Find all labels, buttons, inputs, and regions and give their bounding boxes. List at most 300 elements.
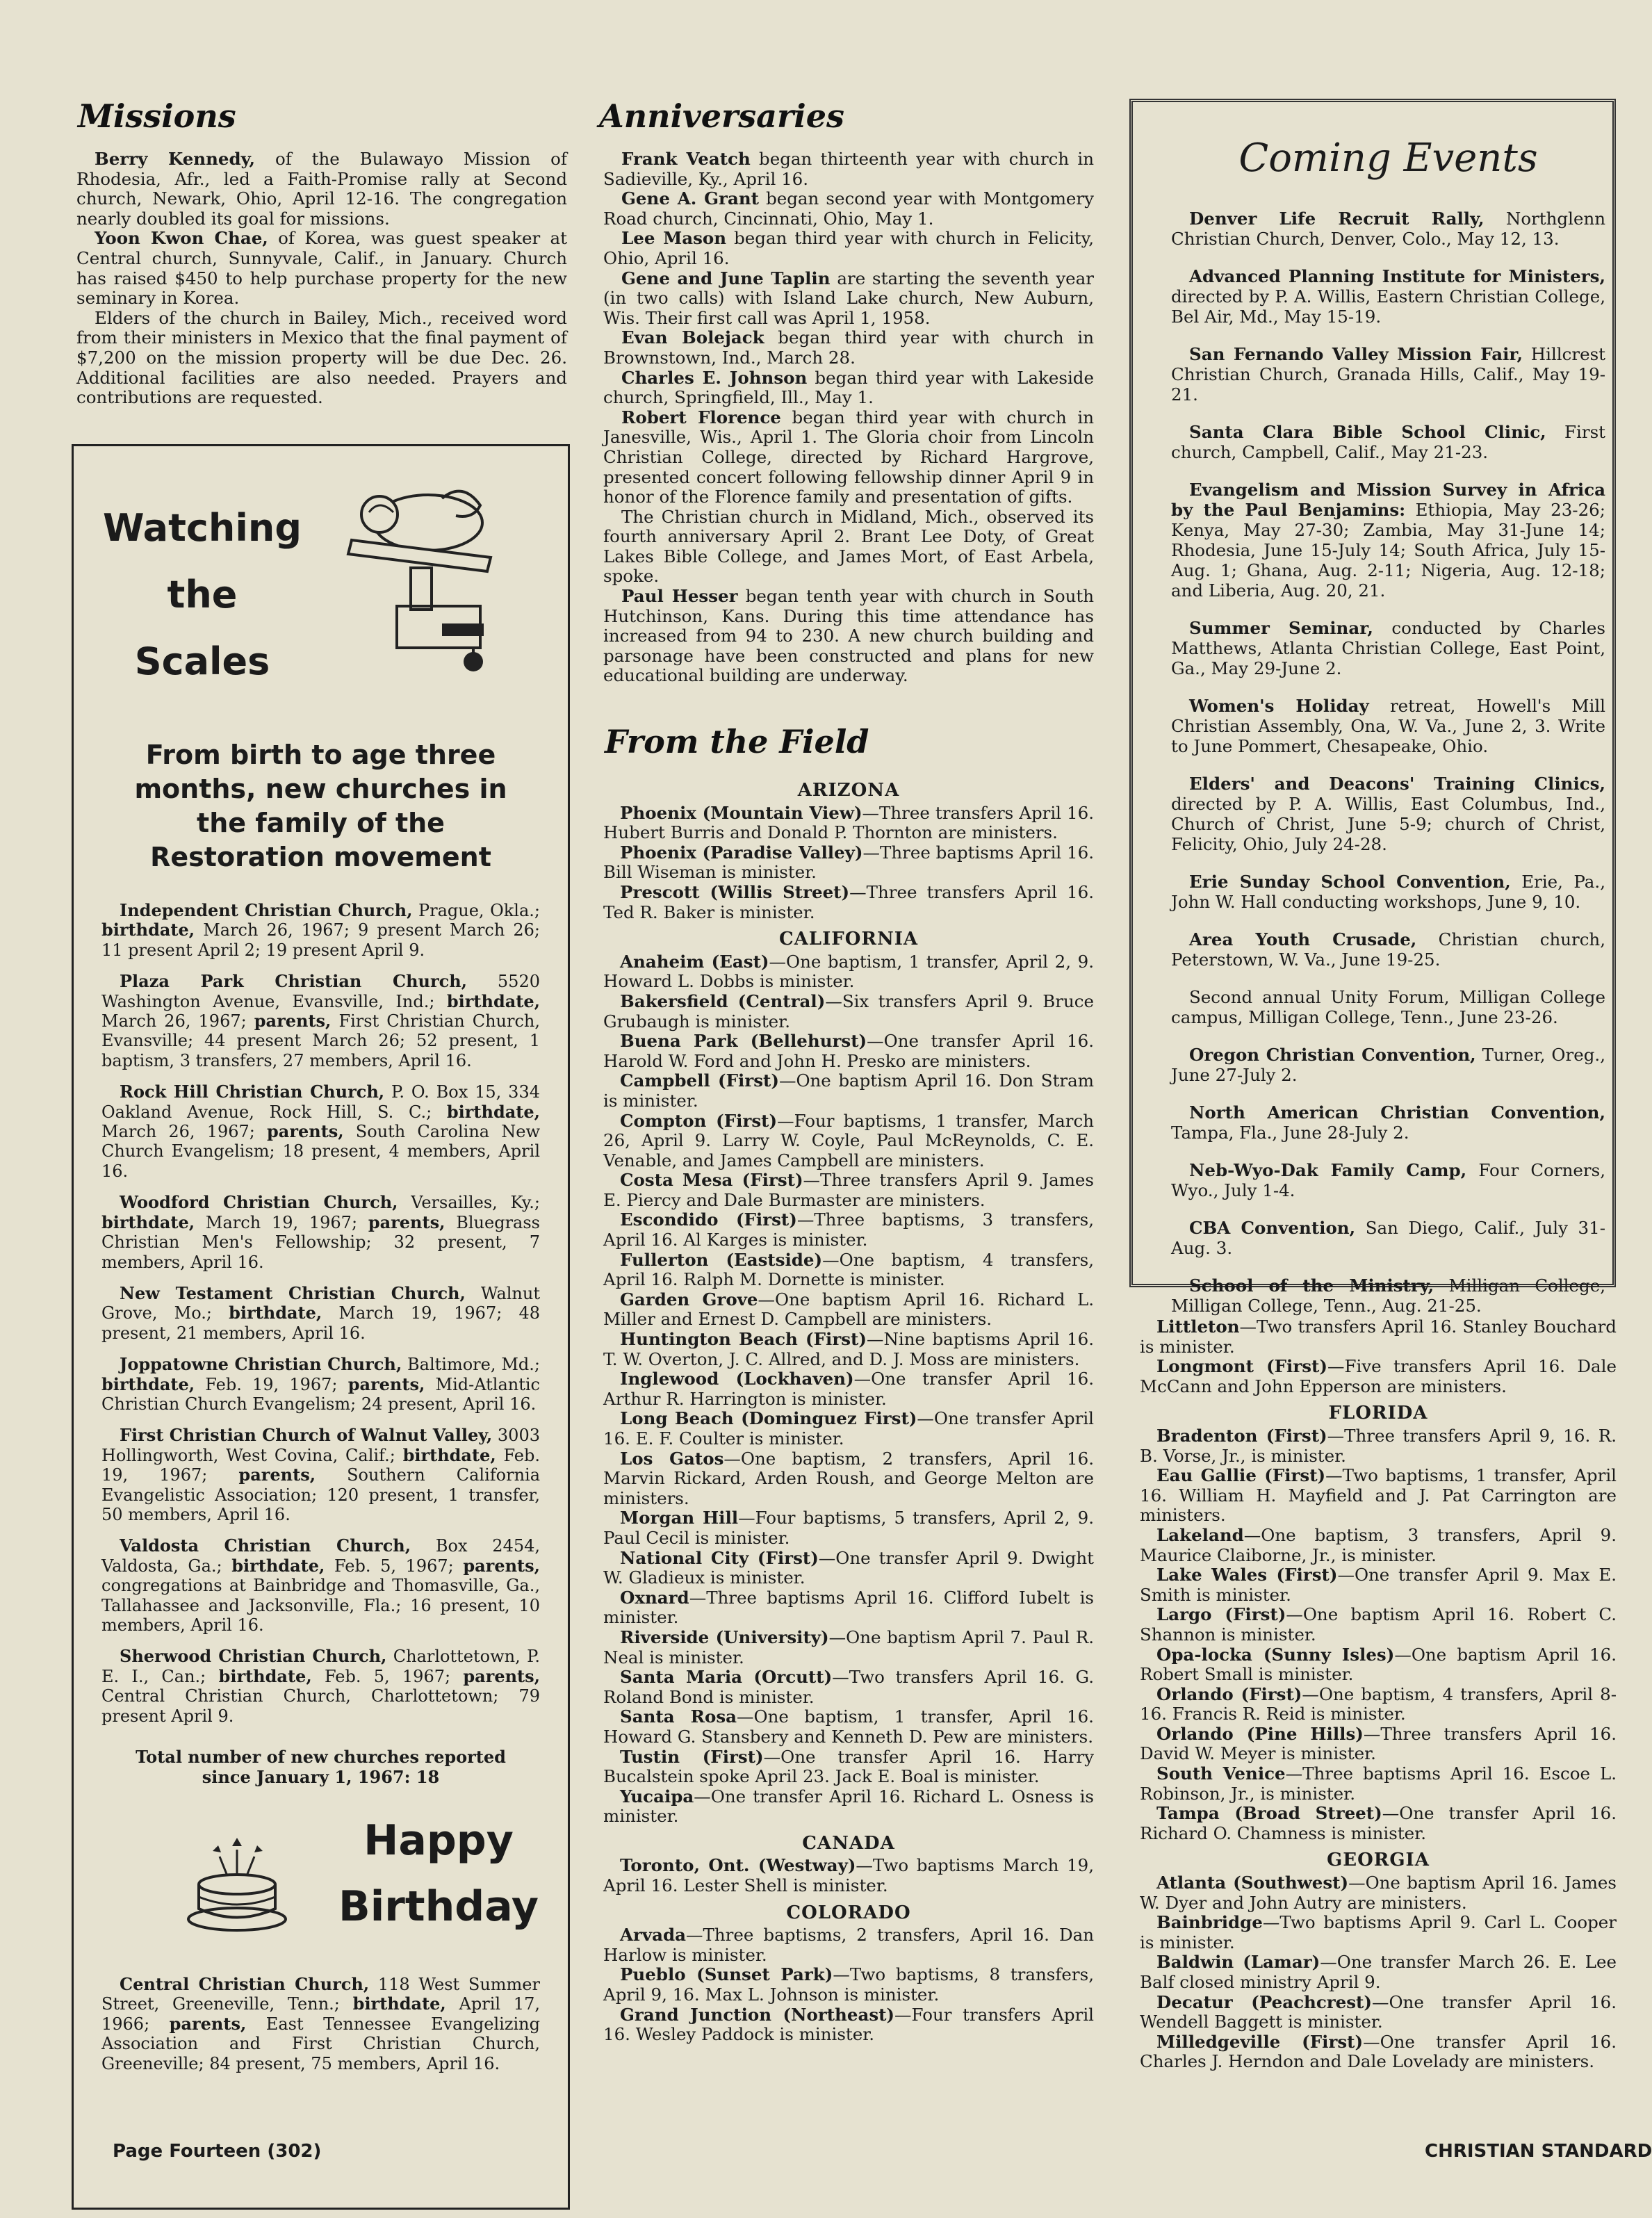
event-name: Neb-Wyo-Dak Family Camp, bbox=[1189, 1160, 1467, 1180]
anniversary-text: began third year with Lakeside church, Springfield, Ill., May 1. bbox=[603, 367, 1094, 408]
field-column-2 bbox=[603, 774, 1094, 2045]
anniversary-text: began third year with church in Janesville, Wis., April 1. The Gloria choir from Lincoln Christian College, directed by Richard Hargrove, presented concert following fellowship dinner April 9 in honor of the Florence family and presentation of gifts. bbox=[603, 407, 1095, 507]
report-text: —Two baptisms, 1 transfer, April 16. William H. Mayfield and J. Pat Carrington are ministers. bbox=[1140, 1465, 1617, 1526]
page-number: Page Fourteen (302) bbox=[113, 2141, 322, 2162]
birthdate-label: birthdate, bbox=[229, 1303, 322, 1323]
church-location: Phoenix (Mountain View) bbox=[620, 802, 862, 823]
parents-label: parents, bbox=[347, 1373, 425, 1394]
church-location: Atlanta (Southwest) bbox=[1156, 1873, 1349, 1893]
birthdate-label: birthdate, bbox=[101, 1212, 195, 1232]
event-details: directed by P. A. Willis, Eastern Christian College, Bel Air, Md., May 15-19. bbox=[1171, 286, 1605, 327]
church-location: Toronto, Ont. (Westway) bbox=[620, 1855, 856, 1876]
missions-lead: Berry Kennedy, bbox=[95, 149, 256, 169]
report-text: —One baptism, 1 transfer, April 2, 9. Howard L. Dobbs is minister. bbox=[603, 951, 1094, 992]
report-text: —One baptism April 7. Paul R. Neal is minister. bbox=[603, 1626, 1094, 1667]
event-name: North American Christian Convention, bbox=[1189, 1102, 1605, 1123]
church-location: Santa Rosa bbox=[620, 1706, 737, 1727]
field-report-entry bbox=[603, 1965, 1094, 2005]
new-church-entry bbox=[101, 901, 540, 960]
missions-text: of the Bulawayo Mission of Rhodesia, Afr., led a Faith-Promise rally at Second church, Newark, Ohio, April 12-16. The congregation nearly doubled its goal for missions. bbox=[76, 149, 567, 229]
field-report-entry bbox=[1140, 1764, 1617, 1804]
church-name: Sherwood Christian Church, bbox=[120, 1646, 387, 1667]
birthdate-value: March 26, 1967; bbox=[101, 1011, 254, 1031]
report-text: —Three baptisms April 16. Escoe L. Robinson, Jr., is minister. bbox=[1140, 1763, 1617, 1804]
parents-label: parents, bbox=[169, 2013, 247, 2034]
church-location: Anaheim (East) bbox=[620, 951, 769, 972]
anniversary-paragraph bbox=[603, 328, 1094, 368]
church-location: Longmont (First) bbox=[1156, 1356, 1327, 1377]
event-item bbox=[1171, 774, 1605, 854]
church-location: Eau Gallie (First) bbox=[1156, 1465, 1326, 1486]
anniversary-paragraph bbox=[603, 368, 1094, 408]
church-location: Milledgeville (First) bbox=[1156, 2031, 1364, 2052]
anniversary-text: are starting the seventh year (in two calls) with Island Lake church, New Auburn, Wis. Their first call was April 1, 1958. bbox=[603, 268, 1094, 328]
church-location: Oxnard bbox=[620, 1587, 689, 1608]
church-location: Bainbridge bbox=[1156, 1912, 1263, 1933]
new-church-entry bbox=[101, 972, 540, 1070]
event-name: CBA Convention, bbox=[1189, 1218, 1356, 1238]
parents-value: First Christian Church, Evansville; 44 present March 26; 52 present, 1 baptism, 3 transfers, 27 members, April 16. bbox=[101, 1011, 540, 1070]
state-heading: GEORGIA bbox=[1327, 1850, 1430, 1871]
event-item bbox=[1171, 1160, 1605, 1200]
parents-value: East Tennessee Evangelizing Association and First Christian Church, Greeneville; 84 present, 75 members, April 16. bbox=[101, 2014, 540, 2073]
report-text: —Six transfers April 9. Bruce Grubaugh is minister. bbox=[603, 990, 1094, 1031]
report-text: —One baptism April 16. James W. Dyer and John Autry are ministers. bbox=[1140, 1873, 1617, 1913]
report-text: —One baptism, 3 transfers, April 9. Maurice Claiborne, Jr., is minister. bbox=[1140, 1524, 1617, 1565]
report-text: —One transfer April 9. Max E. Smith is minister. bbox=[1140, 1565, 1617, 1605]
church-location: Riverside (University) bbox=[620, 1626, 829, 1647]
report-text: —One transfer April 16. Arthur R. Harrington is minister. bbox=[603, 1369, 1094, 1409]
report-text: —One baptism, 1 transfer, April 16. Howard G. Stansbery and Kenneth D. Pew are ministers. bbox=[603, 1706, 1094, 1747]
event-item bbox=[1171, 618, 1605, 678]
event-item bbox=[1171, 266, 1605, 327]
birthdate-label: birthdate, bbox=[101, 1373, 195, 1394]
church-location: Tustin (First) bbox=[620, 1746, 764, 1767]
new-church-entry bbox=[101, 1426, 540, 1524]
total-line2: since January 1, 1967: 18 bbox=[202, 1767, 440, 1788]
new-church-entry bbox=[101, 1355, 540, 1414]
anniversary-lead: Paul Hesser bbox=[621, 586, 738, 607]
church-name: First Christian Church of Walnut Valley, bbox=[120, 1425, 493, 1446]
church-location: Fullerton (Eastside) bbox=[620, 1249, 823, 1270]
state-heading: CALIFORNIA bbox=[778, 929, 919, 950]
church-location: Buena Park (Bellehurst) bbox=[620, 1031, 867, 1052]
report-text: —Two transfers April 16. G. Roland Bond is minister. bbox=[603, 1667, 1094, 1707]
church-location: Largo (First) bbox=[1156, 1604, 1286, 1625]
field-report-entry bbox=[603, 1449, 1094, 1509]
birthdate-label: birthdate, bbox=[352, 1993, 446, 2014]
birthdate-label: birthdate, bbox=[231, 1555, 325, 1576]
parents-label: parents, bbox=[463, 1665, 540, 1686]
event-details: Christian church, Peterstown, W. Va., June 19-25. bbox=[1171, 929, 1605, 970]
event-details: Northglenn Christian Church, Denver, Colo., May 12, 13. bbox=[1171, 209, 1605, 249]
field-report-entry bbox=[1140, 1426, 1617, 1466]
church-location: P. O. Box 15, 334 Oakland Avenue, Rock Hill, S. C.; bbox=[101, 1082, 540, 1122]
event-item bbox=[1171, 987, 1605, 1027]
report-text: —Three baptisms April 16. Bill Wiseman is minister. bbox=[603, 842, 1095, 883]
church-location: Littleton bbox=[1156, 1316, 1240, 1337]
publication-name: CHRISTIAN STANDARD bbox=[1425, 2141, 1652, 2162]
anniversary-paragraph bbox=[603, 269, 1094, 329]
event-item bbox=[1171, 696, 1605, 756]
church-location: Grand Junction (Northeast) bbox=[620, 2004, 895, 2025]
church-location: Costa Mesa (First) bbox=[620, 1170, 803, 1191]
anniversaries-heading: Anniversaries bbox=[599, 97, 844, 135]
parents-value: Southern California Evangelistic Association; 120 present, 1 transfer, 50 members, April 16. bbox=[101, 1465, 541, 1524]
event-name: Advanced Planning Institute for Ministers, bbox=[1189, 266, 1605, 286]
field-report-entry bbox=[603, 883, 1094, 922]
church-name: New Testament Christian Church, bbox=[120, 1282, 466, 1303]
state-heading: COLORADO bbox=[786, 1902, 911, 1923]
event-item bbox=[1171, 1218, 1605, 1258]
birthday-church-entry bbox=[101, 1975, 540, 2073]
report-text: —One baptism April 16. Richard L. Miller and Ernest D. Campbell are ministers. bbox=[603, 1289, 1094, 1330]
event-details: Ethiopia, May 23-26; Kenya, May 27-30; Zambia, May 31-June 14; Rhodesia, June 15-July 14; South Africa, July 15-Aug. 1; Ghana, Aug. 2-11; Nigeria, Aug. 12-18; and Liberia, Aug. 20, 21. bbox=[1171, 500, 1605, 601]
parents-value: congregations at Bainbridge and Thomasville, Ga., Tallahassee and Jacksonville, Fla.; 16 present, 10 members, April 16. bbox=[101, 1576, 540, 1635]
parents-value: Mid-Atlantic Christian Church Evangelism; 24 present, April 16. bbox=[101, 1374, 540, 1414]
field-report-entry bbox=[1140, 1357, 1617, 1396]
church-location: Inglewood (Lockhaven) bbox=[620, 1369, 854, 1389]
state-heading: CANADA bbox=[802, 1832, 895, 1854]
church-location: Versailles, Ky.; bbox=[398, 1193, 540, 1213]
scales-header bbox=[101, 446, 540, 710]
anniversary-text: began third year with church in Brownstown, Ind., March 28. bbox=[603, 327, 1095, 368]
church-name: Woodford Christian Church, bbox=[120, 1192, 398, 1213]
field-report-entry bbox=[1140, 1724, 1617, 1764]
field-report-entry bbox=[603, 1549, 1094, 1588]
event-name: Area Youth Crusade, bbox=[1189, 929, 1417, 949]
anniversary-paragraph bbox=[603, 189, 1094, 229]
field-col2-body bbox=[603, 781, 1094, 2045]
anniversary-lead: Lee Mason bbox=[621, 228, 727, 249]
report-text: —One baptism April 16. Robert Small is minister. bbox=[1140, 1644, 1617, 1685]
anniversary-text: began tenth year with church in South Hutchinson, Kans. During this time attendance has increased from 94 to 230. A new church building and parsonage have been constructed and plans for new educational building are underway. bbox=[603, 586, 1094, 686]
report-text: —Three baptisms, 3 transfers, April 16. Al Karges is minister. bbox=[603, 1209, 1094, 1250]
field-report-entry bbox=[1140, 1565, 1617, 1605]
report-text: —One transfer April 16. Richard O. Chamness is minister. bbox=[1140, 1803, 1617, 1843]
field-report-entry bbox=[1140, 1913, 1617, 1952]
report-text: —Two baptisms, 8 transfers, April 9, 16. Max L. Johnson is minister. bbox=[603, 1964, 1094, 2005]
missions-text: of Korea, was guest speaker at Central church, Sunnyvale, Calif., in January. Church has raised $450 to help purchase property for the new seminary in Korea. bbox=[76, 228, 567, 309]
parents-value: Bluegrass Christian Men's Fellowship; 32 present, 7 members, April 16. bbox=[101, 1212, 540, 1272]
scales-subtitle: From birth to age three months, new churches in the family of the Restoration movement bbox=[134, 740, 507, 872]
new-church-list bbox=[101, 901, 540, 1726]
birthdate-value: April 17, 1966; bbox=[101, 1994, 541, 2034]
field-report-entry bbox=[603, 1409, 1094, 1449]
birthdate-value: Feb. 19, 1967; bbox=[195, 1374, 348, 1394]
church-location: Opa-locka (Sunny Isles) bbox=[1156, 1644, 1395, 1665]
church-location: Orlando (First) bbox=[1156, 1683, 1302, 1704]
field-report-entry bbox=[1140, 1605, 1617, 1645]
parents-value: Central Christian Church, Charlottetown; 79 present April 9. bbox=[101, 1686, 540, 1726]
anniversary-lead: Gene and June Taplin bbox=[621, 268, 831, 288]
birthdate-label: birthdate, bbox=[101, 920, 195, 940]
birthdate-value: Feb. 5, 1967; bbox=[325, 1556, 464, 1576]
new-church-entry bbox=[101, 1536, 540, 1635]
church-location: Lake Wales (First) bbox=[1156, 1565, 1338, 1585]
church-location: Santa Maria (Orcutt) bbox=[620, 1667, 833, 1688]
event-details: Second annual Unity Forum, Milligan College campus, Milligan College, Tenn., June 23-26. bbox=[1171, 987, 1605, 1027]
report-text: —Two baptisms April 9. Carl L. Cooper is minister. bbox=[1140, 1912, 1617, 1952]
church-name: Central Christian Church, bbox=[120, 1974, 370, 1995]
event-details: Hillcrest Christian Church, Granada Hills, Calif., May 19-21. bbox=[1171, 344, 1605, 405]
field-report-entry bbox=[1140, 1873, 1617, 1913]
new-church-entry bbox=[101, 1082, 540, 1181]
missions-paragraph bbox=[76, 309, 567, 408]
anniversary-lead: Evan Bolejack bbox=[621, 327, 764, 348]
field-report-entry bbox=[603, 1667, 1094, 1707]
church-location: Bradenton (First) bbox=[1156, 1425, 1327, 1446]
coming-events-box bbox=[1129, 99, 1616, 1316]
church-location: South Venice bbox=[1156, 1763, 1286, 1784]
report-text: —One transfer April 9. Dwight W. Gladieux is minister. bbox=[603, 1547, 1094, 1588]
anniversary-paragraph bbox=[603, 507, 1094, 587]
anniversary-paragraph bbox=[603, 408, 1094, 507]
field-report-entry bbox=[603, 1171, 1094, 1210]
birthdate-label: birthdate, bbox=[218, 1665, 312, 1686]
event-item bbox=[1171, 1045, 1605, 1085]
field-report-entry bbox=[603, 1707, 1094, 1747]
church-name: Plaza Park Christian Church, bbox=[120, 971, 468, 992]
field-report-entry bbox=[603, 1508, 1094, 1548]
field-report-entry bbox=[603, 1031, 1094, 1071]
report-text: —Three transfers April 9. James E. Piercy and Dale Burmaster are ministers. bbox=[603, 1170, 1095, 1210]
church-name: Joppatowne Christian Church, bbox=[120, 1354, 402, 1375]
report-text: —One transfer April 16. Richard L. Osness is minister. bbox=[603, 1786, 1094, 1827]
church-location: Escondido (First) bbox=[620, 1209, 797, 1230]
event-name: Oregon Christian Convention, bbox=[1189, 1045, 1476, 1065]
anniversary-text: began thirteenth year with church in Sadieville, Ky., April 16. bbox=[603, 149, 1094, 189]
event-details: Erie, Pa., John W. Hall conducting workshops, June 9, 10. bbox=[1171, 872, 1605, 912]
church-name: Valdosta Christian Church, bbox=[120, 1535, 411, 1556]
parents-label: parents, bbox=[238, 1465, 316, 1485]
new-church-entry bbox=[101, 1284, 540, 1343]
scales-title-line3: Scales bbox=[134, 639, 270, 683]
anniversary-text: began second year with Montgomery Road church, Cincinnati, Ohio, May 1. bbox=[603, 188, 1094, 229]
anniversary-text: began third year with church in Felicity, Ohio, April 16. bbox=[603, 228, 1094, 268]
report-text: —Two baptisms March 19, April 16. Lester Shell is minister. bbox=[603, 1855, 1094, 1896]
field-report-entry bbox=[603, 1250, 1094, 1290]
happy-text: Happy bbox=[363, 1816, 514, 1866]
church-location: Bakersfield (Central) bbox=[620, 990, 826, 1011]
field-report-entry bbox=[603, 1787, 1094, 1827]
report-text: —Three transfers April 16. Ted R. Baker is minister. bbox=[603, 881, 1094, 922]
anniversary-lead: Robert Florence bbox=[621, 407, 781, 427]
anniversary-paragraph bbox=[603, 587, 1094, 686]
church-location: 118 West Summer Street, Greeneville, Tenn.; bbox=[101, 1975, 540, 2014]
new-church-entry bbox=[101, 1647, 540, 1726]
field-report-entry bbox=[603, 843, 1094, 883]
report-text: —Two transfers April 16. Stanley Bouchard is minister. bbox=[1140, 1316, 1617, 1357]
anniversaries-section bbox=[603, 149, 1094, 686]
scales-title-line2: the bbox=[167, 573, 238, 617]
event-name: Erie Sunday School Convention, bbox=[1189, 872, 1511, 892]
event-name: Evangelism and Mission Survey in Africa by the Paul Benjamins: bbox=[1171, 480, 1605, 520]
total-churches bbox=[101, 1747, 540, 1787]
field-report-entry bbox=[603, 1588, 1094, 1628]
missions-body bbox=[76, 149, 567, 408]
event-name: San Fernando Valley Mission Fair, bbox=[1189, 344, 1523, 364]
church-location: Box 2454, Valdosta, Ga.; bbox=[101, 1536, 540, 1576]
new-church-entry bbox=[101, 1193, 540, 1272]
happy-birthday-header bbox=[101, 1808, 540, 1954]
event-details: Four Corners, Wyo., July 1-4. bbox=[1171, 1160, 1605, 1200]
church-location: Long Beach (Dominguez First) bbox=[620, 1408, 917, 1429]
birthday-cake-icon bbox=[185, 1836, 289, 1940]
field-report-entry bbox=[603, 1628, 1094, 1667]
birthdate-label: birthdate, bbox=[446, 990, 540, 1011]
event-name: Summer Seminar, bbox=[1189, 618, 1373, 638]
report-text: —One baptism, 4 transfers, April 8-16. Francis R. Reid is minister. bbox=[1140, 1683, 1617, 1724]
baby-on-scale-icon bbox=[338, 474, 512, 690]
field-report-entry bbox=[1140, 1804, 1617, 1843]
birthdate-value: March 26, 1967; 9 present March 26; 11 present April 2; 19 present April 9. bbox=[101, 920, 540, 960]
event-item bbox=[1171, 344, 1605, 405]
report-text: —One transfer March 26. E. Lee Balf closed ministry April 9. bbox=[1140, 1952, 1617, 1992]
parents-label: parents, bbox=[254, 1011, 332, 1031]
birthdate-value: Feb. 5, 1967; bbox=[311, 1666, 464, 1686]
church-location: 3003 Hollingworth, West Covina, Calif.; bbox=[101, 1426, 540, 1465]
birthdate-label: birthdate, bbox=[446, 1101, 540, 1122]
field-report-entry bbox=[1140, 2032, 1617, 2072]
field-report-entry bbox=[1140, 1645, 1617, 1685]
church-location: Lakeland bbox=[1156, 1524, 1244, 1545]
church-location: Arvada bbox=[620, 1925, 687, 1946]
field-report-entry bbox=[603, 1210, 1094, 1250]
anniversary-lead: Charles E. Johnson bbox=[621, 367, 808, 388]
event-item bbox=[1171, 209, 1605, 249]
event-item bbox=[1171, 1102, 1605, 1143]
church-location: Prescott (Willis Street) bbox=[620, 881, 850, 902]
event-details: directed by P. A. Willis, East Columbus, Ind., Church of Christ, June 5-9; church of Christ, Felicity, Ohio, July 24-28. bbox=[1171, 794, 1605, 854]
anniversaries-body bbox=[603, 149, 1094, 686]
watching-the-scales-box bbox=[72, 444, 570, 2210]
anniversary-text: The Christian church in Midland, Mich., observed its fourth anniversary April 2. Brant Lee Doty, of Great Lakes Bible College, and James Mort, of East Arbela, spoke. bbox=[603, 506, 1094, 587]
church-location: Morgan Hill bbox=[620, 1508, 739, 1528]
field-report-entry bbox=[603, 1369, 1094, 1409]
missions-lead: Yoon Kwon Chae, bbox=[95, 228, 268, 249]
anniversary-lead: Frank Veatch bbox=[621, 149, 751, 169]
event-name: School of the Ministry, bbox=[1189, 1275, 1434, 1296]
event-item bbox=[1171, 872, 1605, 912]
field-report-entry bbox=[603, 804, 1094, 843]
report-text: —One transfer April 16. Harold W. Ford and John H. Presko are ministers. bbox=[603, 1031, 1094, 1071]
field-report-entry bbox=[603, 1330, 1094, 1369]
field-report-entry bbox=[603, 2005, 1094, 2045]
church-location: Yucaipa bbox=[620, 1786, 694, 1807]
anniversary-paragraph bbox=[603, 229, 1094, 268]
birthdate-value: Feb. 19, 1967; bbox=[101, 1445, 540, 1485]
scales-title-line1: Watching bbox=[103, 506, 302, 550]
church-location: Baltimore, Md.; bbox=[402, 1355, 540, 1375]
anniversary-paragraph bbox=[603, 149, 1094, 189]
event-item bbox=[1171, 480, 1605, 601]
church-location: Walnut Grove, Mo.; bbox=[101, 1283, 540, 1323]
parents-label: parents, bbox=[267, 1121, 344, 1142]
event-details: conducted by Charles Matthews, Atlanta Christian College, East Point, Ga., May 29-June 2. bbox=[1171, 618, 1605, 678]
church-location: Los Gatos bbox=[620, 1448, 724, 1469]
from-the-field-heading: From the Field bbox=[605, 723, 869, 760]
birthdate-value: March 19, 1967; 48 present, 21 members, April 16. bbox=[101, 1303, 541, 1343]
total-line1: Total number of new churches reported bbox=[136, 1747, 506, 1768]
birthdate-value: March 26, 1967; bbox=[101, 1122, 268, 1142]
anniversary-lead: Gene A. Grant bbox=[621, 188, 759, 209]
report-text: —Four baptisms, 5 transfers, April 2, 9. Paul Cecil is minister. bbox=[603, 1508, 1094, 1548]
report-text: —One baptism, 4 transfers, April 16. Ralph M. Dornette is minister. bbox=[603, 1249, 1094, 1290]
report-text: —One baptism April 16. Robert C. Shannon is minister. bbox=[1140, 1604, 1617, 1645]
parents-value: South Carolina New Church Evangelism; 18 present, 4 members, April 16. bbox=[101, 1122, 540, 1181]
church-location: Huntington Beach (First) bbox=[620, 1329, 867, 1350]
report-text: —Four baptisms, 1 transfer, March 26, April 9. Larry W. Coyle, Paul McReynolds, C. E. Venable, and James Campbell are ministers. bbox=[603, 1110, 1094, 1171]
church-location: Compton (First) bbox=[620, 1110, 778, 1131]
field-report-entry bbox=[1140, 1685, 1617, 1724]
church-location: Decatur (Peachcrest) bbox=[1156, 1991, 1372, 2012]
report-text: —One baptism April 16. Don Stram is minister. bbox=[603, 1070, 1094, 1111]
church-location: Tampa (Broad Street) bbox=[1156, 1803, 1382, 1824]
field-report-entry bbox=[603, 1747, 1094, 1787]
field-report-entry bbox=[603, 952, 1094, 992]
parents-label: parents, bbox=[368, 1212, 445, 1232]
report-text: —Three baptisms April 16. Clifford Iubelt is minister. bbox=[603, 1587, 1094, 1628]
report-text: —Nine baptisms April 16. T. W. Overton, J. C. Allred, and D. J. Moss are ministers. bbox=[603, 1329, 1094, 1369]
missions-paragraph bbox=[76, 149, 567, 229]
report-text: —Four transfers April 16. Wesley Paddock is minister. bbox=[603, 2004, 1095, 2045]
event-details: First church, Campbell, Calif., May 21-23. bbox=[1171, 422, 1605, 462]
field-report-entry bbox=[603, 1925, 1094, 1965]
report-text: —One transfer April 16. Harry Bucalstein spoke April 23. Jack E. Boal is minister. bbox=[603, 1746, 1094, 1787]
church-name: Rock Hill Christian Church, bbox=[120, 1082, 385, 1102]
report-text: —One baptism, 2 transfers, April 16. Marvin Rickard, Arden Roush, and George Melton are ministers. bbox=[603, 1448, 1094, 1508]
event-item bbox=[1171, 422, 1605, 462]
field-report-entry bbox=[1140, 1993, 1617, 2032]
field-report-entry bbox=[1140, 1466, 1617, 1526]
field-report-entry bbox=[1140, 1526, 1617, 1565]
missions-heading: Missions bbox=[78, 97, 236, 135]
church-location: 5520 Washington Avenue, Evansville, Ind.; bbox=[101, 972, 540, 1011]
event-name: Elders' and Deacons' Training Clinics, bbox=[1189, 774, 1605, 794]
report-text: —Three transfers April 16. David W. Meyer is minister. bbox=[1140, 1723, 1617, 1764]
church-location: Garden Grove bbox=[620, 1289, 758, 1310]
report-text: —Five transfers April 16. Dale McCann and John Epperson are ministers. bbox=[1140, 1356, 1617, 1396]
event-details: San Diego, Calif., July 31-Aug. 3. bbox=[1171, 1218, 1605, 1258]
field-report-entry bbox=[603, 1111, 1094, 1171]
report-text: —Three baptisms, 2 transfers, April 16. Dan Harlow is minister. bbox=[603, 1925, 1094, 1965]
field-report-entry bbox=[1140, 1952, 1617, 1992]
event-item bbox=[1171, 1275, 1605, 1316]
church-location: Orlando (Pine Hills) bbox=[1156, 1723, 1364, 1744]
field-col3-body bbox=[1140, 1317, 1617, 2072]
field-report-entry bbox=[603, 992, 1094, 1031]
field-report-entry bbox=[1140, 1317, 1617, 1357]
missions-paragraph bbox=[76, 229, 567, 308]
report-text: —Three transfers April 16. Hubert Burris and Donald P. Thornton are ministers. bbox=[603, 802, 1094, 843]
event-details: Milligan College, Milligan College, Tenn., Aug. 21-25. bbox=[1171, 1275, 1605, 1316]
event-details: Tampa, Fla., June 28-July 2. bbox=[1171, 1123, 1409, 1143]
event-name: Women's Holiday bbox=[1189, 696, 1369, 716]
field-report-entry bbox=[603, 1071, 1094, 1111]
church-location: Baldwin (Lamar) bbox=[1156, 1952, 1320, 1973]
birthdate-label: birthdate, bbox=[402, 1444, 496, 1465]
church-location: Charlottetown, P. E. I., Can.; bbox=[101, 1647, 540, 1686]
church-name: Independent Christian Church, bbox=[120, 900, 413, 920]
state-heading: FLORIDA bbox=[1328, 1403, 1428, 1424]
report-text: —Three transfers April 9, 16. R. B. Vorse, Jr., is minister. bbox=[1140, 1425, 1617, 1466]
church-location: Campbell (First) bbox=[620, 1070, 779, 1091]
birthday-church bbox=[101, 1975, 540, 2073]
field-column-3 bbox=[1140, 1317, 1617, 2072]
birthday-text: Birthday bbox=[338, 1882, 539, 1932]
church-location: Phoenix (Paradise Valley) bbox=[620, 842, 863, 863]
